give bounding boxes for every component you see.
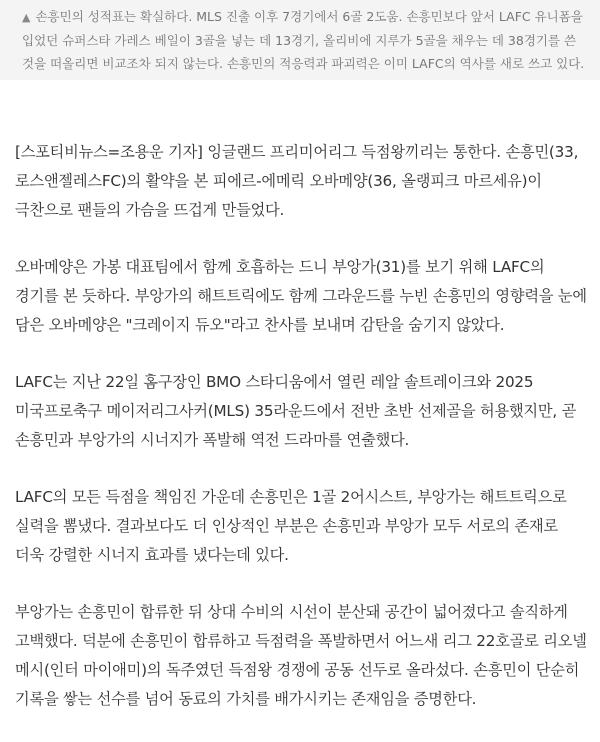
article-body bbox=[15, 138, 590, 742]
caption-body: 손흥민의 성적표는 확실하다. MLS 진출 이후 7경기에서 6골 2도움. 손흥민보다 앞서 LAFC 유니폼을 입었던 슈퍼스타 가레스 베일이 3골을 넣는 데 13경기, 올리비에 지루가 5골을 채우는 데 38경기를 쓴 것을 떠올리면 비교조차 되지 않는다. 손흥민의 적응력과 파괴력은 이미 LAFC의 역사를 새로 쓰고 있다. bbox=[22, 9, 585, 71]
article-paragraph-1: [스포티비뉴스=조용운 기자] 잉글랜드 프리미어리그 득점왕끼리는 통한다. 손흥민(33, 로스앤젤레스FC)의 활약을 본 피에르-에메릭 오바메양(36, 올랭피크 마르세유)이 극찬으로 팬들의 가슴을 뜨겁게 만들었다. bbox=[15, 143, 579, 219]
caption-text bbox=[22, 5, 586, 75]
article-paragraph-4: LAFC의 모든 득점을 책임진 가운데 손흥민은 1골 2어시스트, 부앙가는 해트트릭으로 실력을 뽐냈다. 결과보다도 더 인상적인 부분은 손흥민과 부앙가 모두 서로의 존재로 더욱 강렬한 시너지 효과를 냈다는데 있다. bbox=[15, 488, 567, 564]
article-paragraph-5: 부앙가는 손흥민이 합류한 뒤 상대 수비의 시선이 분산돼 공간이 넓어졌다고 솔직하게 고백했다. 덕분에 손흥민이 합류하고 득점력을 폭발하면서 어느새 리그 22호골로 리오넬 메시(인터 마이애미)의 독주였던 득점왕 경쟁에 공동 선두로 올라섰다. 손흥민이 단순히 기록을 쌓는 선수를 넘어 동료의 가치를 배가시키는 존재임을 증명한다. bbox=[15, 603, 587, 708]
article-paragraph-3: LAFC는 지난 22일 홈구장인 BMO 스타디움에서 열린 레알 솔트레이크와 2025 미국프로축구 메이저리그사커(MLS) 35라운드에서 전반 초반 선제골을 허용했지만, 곧 손흥민과 부앙가의 시너지가 폭발해 역전 드라마를 연출했다. bbox=[15, 373, 577, 449]
triangle-up-icon: ▲ bbox=[22, 11, 31, 24]
article-paragraph-2: 오바메양은 가봉 대표팀에서 함께 호흡하는 드니 부앙가(31)를 보기 위해 LAFC의 경기를 본 듯하다. 부앙가의 해트트릭에도 함께 그라운드를 누빈 손흥민의 영향력을 눈에 담은 오바메양은 "크레이지 듀오"라고 찬사를 보내며 감탄을 숨기지 않았다. bbox=[15, 258, 587, 334]
photo-caption bbox=[0, 0, 600, 80]
